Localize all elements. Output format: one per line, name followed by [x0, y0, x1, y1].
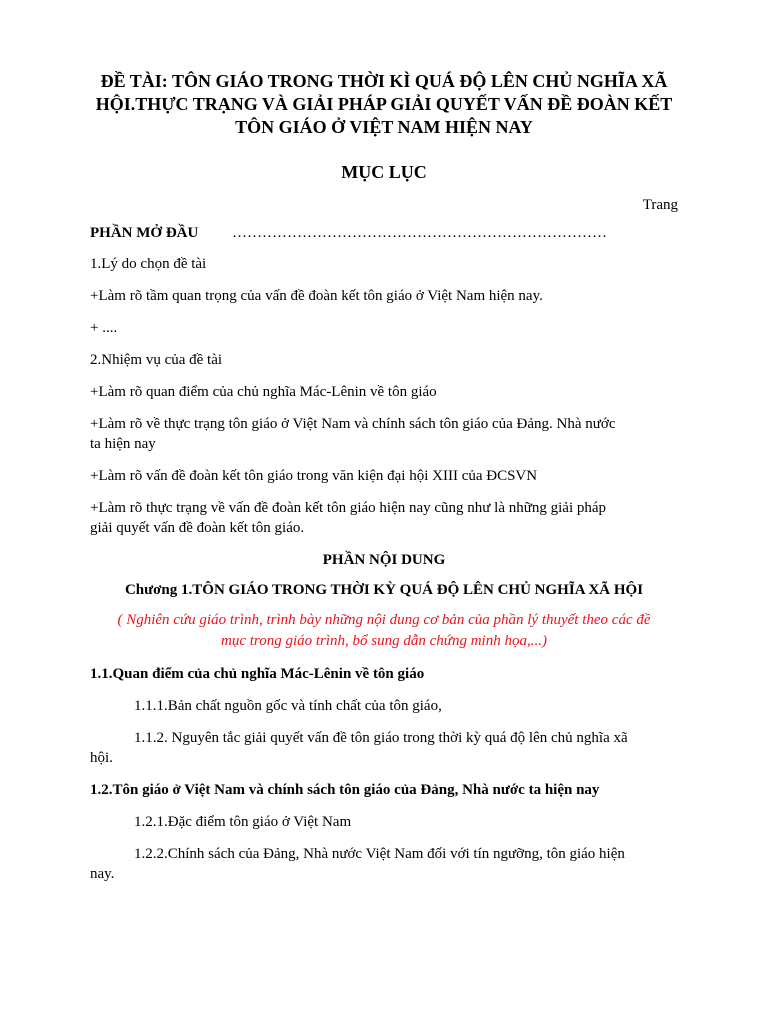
toc-item-congress: +Làm rõ vấn đề đoàn kết tôn giáo trong văn kiện đại hội XIII của ĐCSVN — [90, 468, 538, 484]
research-note-line-1: ( Nghiên cứu giáo trình, trình bày những nội dung cơ bản của phần lý thuyết theo các đề — [117, 612, 651, 628]
toc-item-importance: +Làm rõ tầm quan trọng của vấn đề đoàn kết tôn giáo ở Việt Nam hiện nay. — [90, 288, 543, 304]
section-1-2: 1.2.Tôn giáo ở Việt Nam và chính sách tôn giáo của Đảng, Nhà nước ta hiện nay — [90, 782, 600, 798]
subsection-1-2-1: 1.2.1.Đặc điểm tôn giáo ở Việt Nam — [134, 814, 352, 830]
research-note-line-2: mục trong giáo trình, bổ sung dẫn chứng minh họa,...) — [221, 633, 547, 649]
title-line-1: ĐỀ TÀI: TÔN GIÁO TRONG THỜI KÌ QUÁ ĐỘ LÊN CHỦ NGHĨA XÃ — [100, 71, 668, 91]
toc-item-solutions-line-1: +Làm rõ thực trạng về vấn đề đoàn kết tôn giáo hiện nay cũng như là những giải pháp — [90, 500, 607, 516]
research-note — [90, 610, 678, 652]
toc-heading: MỤC LỤC — [341, 162, 427, 182]
toc-item-ellipsis: + .... — [90, 320, 118, 336]
title-line-2: HỘI.THỰC TRẠNG VÀ GIẢI PHÁP GIẢI QUYẾT VẤN ĐỀ ĐOÀN KẾT — [95, 94, 673, 114]
toc-item-reason: 1.Lý do chọn đề tài — [90, 256, 207, 272]
subsection-1-2-2 — [90, 844, 678, 884]
subsection-1-1-1: 1.1.1.Bản chất nguồn gốc và tính chất của tôn giáo, — [134, 698, 442, 714]
chapter-1-heading: Chương 1.TÔN GIÁO TRONG THỜI KỲ QUÁ ĐỘ LÊN CHỦ NGHĨA XÃ HỘI — [124, 582, 644, 598]
toc-item-solutions-line-2: giải quyết vấn đề đoàn kết tôn giáo. — [90, 520, 305, 536]
subsection-1-2-2-line-2: nay. — [90, 866, 115, 882]
subsection-1-2-2-line-1: 1.2.2.Chính sách của Đảng, Nhà nước Việt Nam đối với tín ngưỡng, tôn giáo hiện — [134, 846, 625, 862]
document-title — [90, 0, 678, 139]
toc-item-solutions — [90, 498, 678, 538]
toc-item-situation-line-1: +Làm rõ về thực trạng tôn giáo ở Việt Nam và chính sách tôn giáo của Đảng. Nhà nước — [90, 416, 616, 432]
toc-entry-label: PHẦN MỞ ĐẦU — [90, 225, 199, 241]
title-line-3: TÔN GIÁO Ở VIỆT NAM HIỆN NAY — [235, 117, 533, 137]
toc-entry-intro — [90, 223, 678, 243]
subsection-1-1-2 — [90, 728, 678, 768]
toc-leader-dots: ………………………………………………………………… — [232, 225, 607, 241]
toc-item-situation-line-2: ta hiện nay — [90, 436, 156, 452]
section-1-1: 1.1.Quan điểm của chủ nghĩa Mác-Lênin về tôn giáo — [90, 666, 425, 682]
toc-item-situation — [90, 414, 678, 454]
subsection-1-1-2-line-1: 1.1.2. Nguyên tắc giải quyết vấn đề tôn giáo trong thời kỳ quá độ lên chủ nghĩa xã — [134, 730, 628, 746]
page-column-label: Trang — [642, 197, 678, 213]
content-heading: PHẦN NỘI DUNG — [322, 552, 446, 568]
subsection-1-1-2-line-2: hội. — [90, 750, 113, 766]
toc-item-tasks: 2.Nhiệm vụ của đề tài — [90, 352, 223, 368]
toc-item-marxist-view: +Làm rõ quan điểm của chủ nghĩa Mác-Lênin về tôn giáo — [90, 384, 437, 400]
